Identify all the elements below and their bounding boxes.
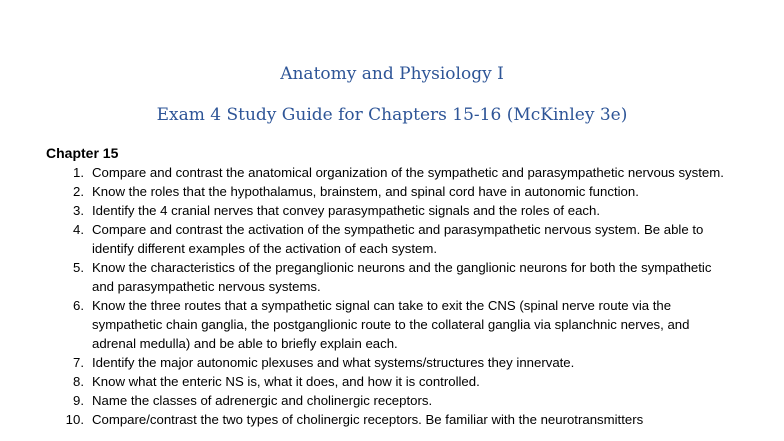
chapter-heading: Chapter 15	[46, 145, 119, 161]
list-item-number: 5.	[73, 260, 84, 275]
list-item	[46, 296, 736, 353]
list-item-text: Know the three routes that a sympathetic signal can take to exit the CNS (spinal nerve route via the sympathetic chain ganglia, the postganglionic route to the collateral ganglia via splanchnic nerves, and adrenal medulla) and be able to briefly explain each.	[92, 298, 690, 351]
list-item	[46, 182, 736, 201]
document-subtitle: Exam 4 Study Guide for Chapters 15-16 (McKinley 3e)	[156, 105, 628, 125]
list-item	[46, 201, 736, 220]
list-item	[46, 163, 736, 182]
list-item	[46, 258, 736, 296]
list-item	[46, 410, 736, 429]
list-item-text: Know the characteristics of the preganglionic neurons and the ganglionic neurons for both the sympathetic and parasympathetic nervous systems.	[92, 260, 712, 294]
list-item-text: Identify the 4 cranial nerves that convey parasympathetic signals and the roles of each.	[92, 203, 601, 218]
document-title: Anatomy and Physiology I	[280, 64, 504, 84]
list-item-text: Name the classes of adrenergic and cholinergic receptors.	[92, 393, 433, 408]
list-item-text: Know the roles that the hypothalamus, brainstem, and spinal cord have in autonomic function.	[92, 184, 639, 199]
list-item-number: 1.	[73, 165, 84, 180]
list-item	[46, 372, 736, 391]
list-item-number: 3.	[73, 203, 84, 218]
list-item	[46, 353, 736, 372]
list-item-text: Compare and contrast the anatomical organization of the sympathetic and parasympathetic nervous system.	[92, 165, 724, 180]
list-item-number: 7.	[73, 355, 84, 370]
list-item-text: Compare/contrast the two types of cholinergic receptors. Be familiar with the neurotransmitters	[92, 412, 644, 427]
list-item-number: 4.	[73, 222, 84, 237]
list-item-number: 10.	[65, 412, 84, 427]
study-guide-list	[46, 163, 736, 429]
list-item-text: Compare and contrast the activation of the sympathetic and parasympathetic nervous system. Be able to identify different examples of the activation of each system.	[92, 222, 704, 256]
list-item-text: Identify the major autonomic plexuses and what systems/structures they innervate.	[92, 355, 575, 370]
list-item	[46, 220, 736, 258]
list-item-number: 9.	[73, 393, 84, 408]
list-item-number: 2.	[73, 184, 84, 199]
list-item-number: 8.	[73, 374, 84, 389]
list-item-number: 6.	[73, 298, 84, 313]
list-item-text: Know what the enteric NS is, what it does, and how it is controlled.	[92, 374, 480, 389]
list-item	[46, 391, 736, 410]
